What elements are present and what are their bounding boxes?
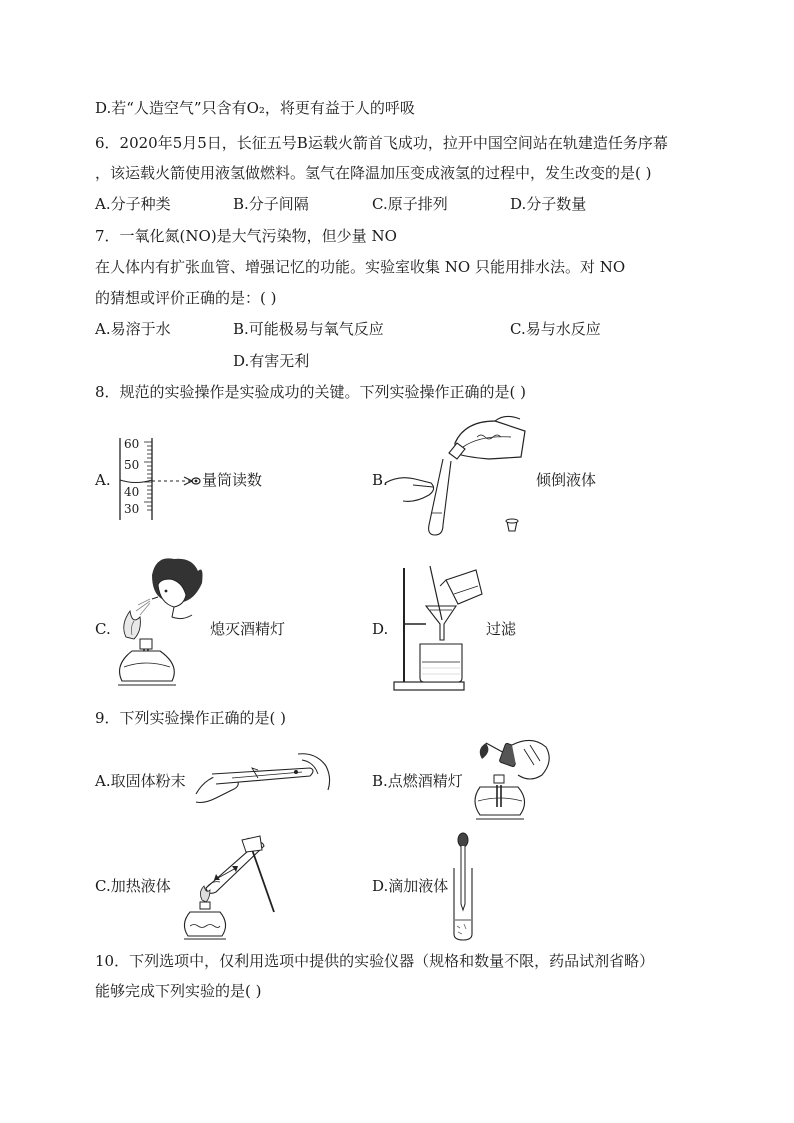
cylinder-tick-50: 50 (124, 458, 140, 472)
q9-a-caption: A.取固体粉末 (95, 772, 186, 790)
q7-stem-line1: 7．一氧化氮(NO)是大气污染物，但少量 NO (95, 227, 397, 245)
cylinder-tick-60: 60 (124, 437, 140, 451)
pouring-liquid-figure (385, 413, 535, 543)
q7-stem-line3: 的猜想或评价正确的是：( ) (95, 289, 277, 307)
q7-option-d: D.有害无利 (233, 352, 310, 370)
q5-option-d: D.若“人造空气”只含有O₂，将更有益于人的呼吸 (95, 99, 415, 117)
q7-stem-line2: 在人体内有扩张血管、增强记忆的功能。实验室收集 NO 只能用排水法。对 NO (95, 258, 626, 276)
q8-a-caption: 量筒读数 (202, 471, 263, 489)
q6-option-b: B.分子间隔 (233, 195, 309, 213)
q6-option-d: D.分子数量 (510, 195, 587, 213)
q6-option-c: C.原子排列 (372, 195, 448, 213)
add-drops-figure (448, 832, 478, 942)
q6-stem-line1: 6．2020年5月5日，长征五号B运载火箭首飞成功，拉开中国空间站在轨建造任务序幕 (95, 134, 668, 152)
q10-stem-line1: 10．下列选项中，仅利用选项中提供的实验仪器（规格和数量不限，药品试剂省略） (95, 952, 655, 970)
q9-b-caption: B.点燃酒精灯 (372, 772, 463, 790)
q6-stem-line2: ，该运载火箭使用液氢做燃料。氢气在降温加压变成液氢的过程中，发生改变的是( ) (95, 164, 652, 182)
q8-c-caption: 熄灭酒精灯 (210, 620, 286, 638)
q7-option-c: C.易与水反应 (510, 320, 601, 338)
cylinder-tick-40: 40 (124, 485, 140, 499)
take-powder-figure (192, 748, 337, 808)
q9-c-caption: C.加热液体 (95, 877, 171, 895)
q8-a-letter: A. (95, 471, 111, 489)
q8-d-caption: 过滤 (486, 620, 517, 638)
light-lamp-figure (472, 735, 557, 827)
filtration-figure (392, 564, 492, 694)
q8-b-caption: 倾倒液体 (536, 471, 597, 489)
q8-c-letter: C. (95, 620, 111, 638)
cylinder-tick-30: 30 (124, 502, 140, 516)
q7-option-b: B.可能极易与氧气反应 (233, 320, 384, 338)
extinguish-lamp-figure (112, 555, 207, 695)
q8-b-letter: B. (372, 471, 388, 489)
q6-option-a: A.分子种类 (95, 195, 171, 213)
q8-stem: 8．规范的实验操作是实验成功的关键。下列实验操作正确的是( ) (95, 383, 527, 401)
heat-liquid-figure (176, 830, 288, 942)
q10-stem-line2: 能够完成下列实验的是( ) (95, 982, 262, 1000)
q7-option-a: A.易溶于水 (95, 320, 171, 338)
q9-d-caption: D.滴加液体 (372, 877, 449, 895)
q8-d-letter: D. (372, 620, 389, 638)
q9-stem: 9．下列实验操作正确的是( ) (95, 709, 287, 727)
